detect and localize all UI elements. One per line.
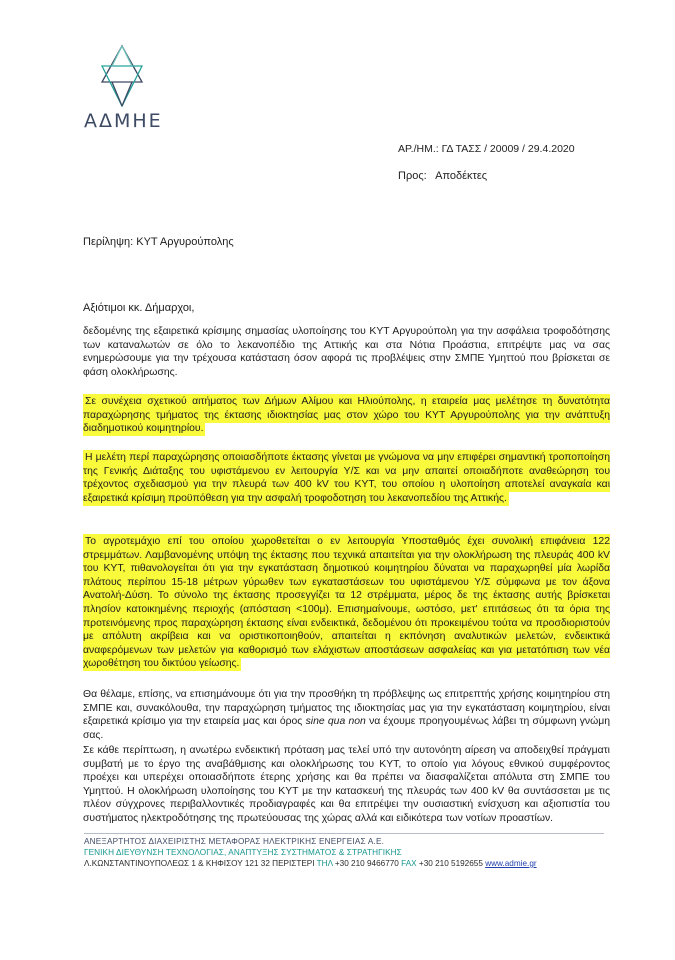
footer-divider — [84, 833, 604, 834]
consent-text-end: να έχουμε προηγουμένως λάβει τη σύμφωνη γνώμη σας. — [83, 716, 610, 741]
footer-fax: +30 210 5192655 — [418, 859, 483, 868]
recipients-label: Προς: — [398, 170, 427, 182]
footer-company-name: ΑΝΕΞΑΡΤΗΤΟΣ ΔΙΑΧΕΙΡΙΣΤΗΣ ΜΕΤΑΦΟΡΑΣ ΗΛΕΚΤΡΙΚΗΣ ΕΝΕΡΓΕΙΑΣ Α.Ε. — [84, 837, 385, 846]
logo-wordmark: ΑΔΜΗΕ — [84, 110, 163, 132]
subject-line: Περίληψη: ΚΥΤ Αργυρούπολης — [83, 236, 234, 248]
paragraph-conclusion: Σε κάθε περίπτωση, η ανωτέρω ενδεικτική πρόταση μας τελεί υπό την αυτονόητη αίρεση να αποδειχθεί πράγματι συμβατή με το έργο της αναβάθμισης και ολοκλήρωσης του ΚΥΤ, το οποίο για λόγους εθνικού συμφέροντος προέχει και υπερέχει οποιασδήποτε έτερης χρήσης και θα πρέπει να διασφαλίζεται απόλυτα στη ΣΜΠΕ του Υμηττού. Η ολοκλήρωση υλοποίησης του ΚΥΤ με την κατασκευή της πλευράς των 400 kV θα συντάσσεται με τις πλέον σύγχρονες περιβαλλοντικές προδιαγραφές και θα επιτρέψει την ουσιαστική ενίσχυση και αξιοπιστία του συστήματος ηλεκτροδότησης της πρωτεύουσας της χώρας αλλά και ειδικότερα των νοτίων προαστίων. — [83, 745, 610, 824]
footer-tel-label: ΤΗΛ — [316, 859, 333, 868]
paragraph-plot — [83, 535, 610, 671]
recipients-value: Αποδέκτες — [435, 170, 488, 182]
footer-contact — [84, 858, 604, 869]
greeting: Αξιότιμοι κκ. Δήμαρχοι, — [83, 302, 195, 314]
footer-tel: +30 210 9466770 — [334, 859, 399, 868]
paragraph-request — [83, 395, 610, 436]
footer-fax-label: FAX — [401, 859, 417, 868]
letterhead-footer — [84, 833, 604, 869]
footer-website-link[interactable]: www.admie.gr — [485, 859, 537, 868]
footer-address: Λ.ΚΩΝΣΤΑΝΤΙΝΟΥΠΟΛΕΩΣ 1 & ΚΗΦΙΣΟΥ 121 32 ΠΕΡΙΣΤΕΡΙ — [84, 859, 315, 868]
consent-text-start: Θα θέλαμε, επίσης, να επισημάνουμε ότι για την προσθήκη τη πρόβλεψης ως επιτρεπτής χρήσης κοιμητηρίου στη ΣΜΠΕ και, συνακόλουθα, την παραχώρηση τμήματος της ιδιοκτησίας μας για την εγκατάσταση κοιμητηρίου, είναι εξαιρετικά κρίσιμο για την εταιρεία μας και όρος — [83, 689, 610, 728]
highlighted-text: Η μελέτη περί παραχώρησης οποιασδήποτε έκτασης γίνεται με γνώμονα να μην επιφέρει σημαντική τροποποίηση της Γενικής Διάταξης του υφιστάμενου εν λειτουργία Υ/Σ και να μην απαιτεί οποιαδήποτε αναθεώρηση του τρέχοντος σχεδιασμού για την πλευρά των 400 kV του ΚΥΤ, του οποίου η υλοποίηση αποτελεί αναγκαία και εξαιρετικά κρίσιμη προϋπόθεση για την ασφαλή τροφοδοτηση του λεκανοπεδίου της Αττικής. — [83, 452, 610, 504]
admie-triangle-logo-icon — [98, 44, 146, 108]
paragraph-intro: δεδομένης της εξαιρετικά κρίσιμης σημασίας υλοποίησης του ΚΥΤ Αργυρούπολη για την ασφάλεια τροφοδότησης των καταναλωτών σε όλο το λεκανοπέδιο της Αττικής και στα Νότια Προάστια, επιτρέψτε μας να σας ενημερώσουμε για την τρέχουσα κατάσταση όσον αφορά τις προβλέψεις στην ΣΜΠΕ Υμηττού που βρίσκεται σε φάση ολοκλήρωσης. — [83, 326, 610, 378]
latin-phrase: sine qua non — [305, 716, 366, 728]
highlighted-text: Το αγροτεμάχιο επί του οποίου χωροθετείται ο εν λειτουργία Υποσταθμός έχει συνολική επιφάνεια 122 στρεμμάτων. Λαμβανομένης υπόψη της έκτασης που τεχνικά απαιτείται για την ολοκλήρωση της πλευράς 400 kV του ΚΥΤ, πιθανολογείται ότι για την εγκατάσταση δημοτικού κοιμητηρίου δύναται να παραχωρηθεί μία λωρίδα πλάτους περίπου 15-18 μέτρων γύρωθεν των εγκαταστάσεων του υφιστάμενου Υ/Σ σύμφωνα με τον άξονα Ανατολή-Δύση. Το σύνολο της έκτασης προσεγγίζει τα 12 στρέμματα, μέρος δε της έκτασης αυτής βρίσκεται πλησίον κατοικημένης περιοχής (απόσταση <100μ). Επισημαίνουμε, ωστόσο, μετ' επιτάσεως ότι τα όρια της προτεινόμενης προς παραχώρηση έκτασης είναι ενδεικτικά, δεδομένου ότι προκειμένου τούτα να προσδιοριστούν με απόλυτη ακρίβεια και να οριστικοποιηθούν, απαιτείται η εκπόνηση αναλυτικών μελετών, ενδεικτικά αναφερόμενων των μελετών για καθορισμό των ελάχιστων αποστάσεων ασφαλείας και για μετατόπιση των νέα χωροθέτηση του δικτύου γείωσης. — [83, 536, 610, 670]
footer-division: ΓΕΝΙΚΗ ΔΙΕΥΘΥΝΣΗ ΤΕΧΝΟΛΟΓΙΑΣ, ΑΝΑΠΤΥΞΗΣ ΣΥΣΤΗΜΑΤΟΣ & ΣΤΡΑΤΗΓΙΚΗΣ — [84, 848, 402, 857]
highlighted-text: Σε συνέχεια σχετικού αιτήματος των Δήμων Αλίμου και Ηλιούπολης, η εταιρεία μας μελέτησε τη δυνατότητα παραχώρησης τμήματος της έκτασης ιδιοκτησίας μας στον χώρο του ΚΥΤ Αργυρούπολης για την ανάπτυξη διαδημοτικού κοιμητηρίου. — [83, 396, 610, 435]
company-logo — [84, 44, 174, 132]
paragraph-study — [83, 451, 610, 505]
document-reference: ΑΡ./ΗΜ.: ΓΔ ΤΑΣΣ / 20009 / 29.4.2020 — [398, 143, 575, 155]
paragraph-consent — [83, 688, 610, 742]
recipients-line — [398, 170, 487, 182]
